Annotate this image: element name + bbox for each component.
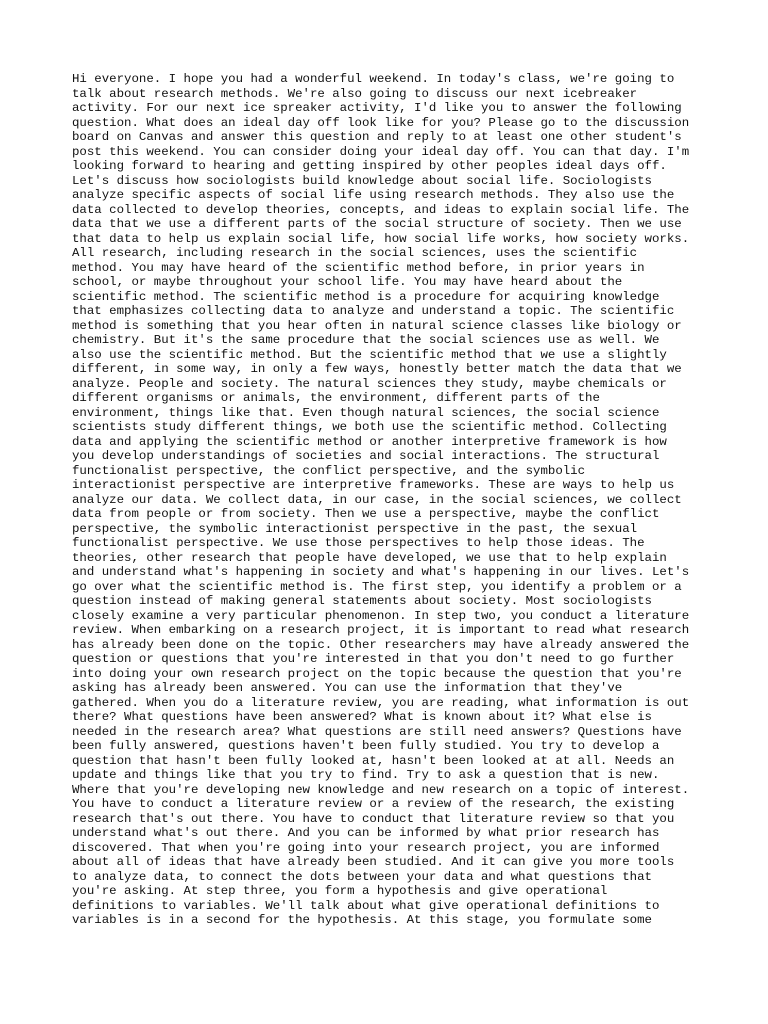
text-line: you develop understandings of societies and social interactions. The structural — [72, 449, 660, 463]
text-line: go over what the scientific method is. The first step, you identify a problem or a — [72, 579, 682, 594]
text-line: needed in the research area? What questions are still need answers? Questions have — [72, 724, 682, 739]
text-line: definitions to variables. We'll talk about what give operational definitions to — [72, 898, 660, 913]
text-line: about all of ideas that have already been studied. And it can give you more tools — [72, 855, 675, 869]
text-line: that data to help us explain social life, how social life works, how society works. — [72, 231, 690, 246]
text-line: post this weekend. You can consider doing your ideal day off. You can that day. I'm — [72, 144, 690, 159]
text-line: you're asking. At step three, you form a hypothesis and give operational — [72, 884, 608, 898]
text-line: research that's out there. You have to conduct that literature review so that you — [72, 811, 675, 826]
text-line: and understand what's happening in society and what's happening in our lives. Let's — [72, 565, 690, 579]
text-line: Hi everyone. I hope you had a wonderful weekend. In today's class, we're going to — [72, 72, 675, 86]
text-line: data and applying the scientific method or another interpretive framework is how — [72, 434, 667, 449]
text-line: activity. For our next ice spreaker activity, I'd like you to answer the following — [72, 101, 682, 115]
text-line: You have to conduct a literature review or a review of the research, the existing — [72, 797, 675, 811]
text-line: looking forward to hearing and getting inspired by other peoples ideal days off. — [72, 159, 667, 173]
text-line: data from people or from society. Then we use a perspective, maybe the conflict — [72, 507, 660, 521]
text-line: method is something that you hear often in natural science classes like biology or — [72, 318, 682, 333]
text-line: analyze specific aspects of social life using research methods. They also use the — [72, 188, 675, 202]
text-line: scientific method. The scientific method is a procedure for acquiring knowledge — [72, 289, 660, 304]
text-line: closely examine a very particular phenomenon. In step two, you conduct a literature — [72, 608, 690, 623]
text-line: talk about research methods. We're also going to discuss our next icebreaker — [72, 86, 638, 101]
text-line: functionalist perspective. We use those perspectives to help those ideas. The — [72, 536, 645, 550]
text-line: Where that you're developing new knowledge and new research on a topic of interest. — [72, 782, 690, 797]
text-line: update and things like that you try to find. Try to ask a question that is new. — [72, 768, 660, 782]
text-line: different organisms or animals, the environment, different parts of the — [72, 391, 600, 405]
text-line: school, or maybe throughout your school life. You may have heard about the — [72, 275, 623, 289]
text-line: method. You may have heard of the scientific method before, in prior years in — [72, 260, 645, 275]
text-line: question or questions that you're interested in that you don't need to go further — [72, 652, 675, 666]
text-line: understand what's out there. And you can be informed by what prior research has — [72, 826, 660, 840]
text-line: gathered. When you do a literature review, you are reading, what information is out — [72, 695, 690, 710]
text-line: question that hasn't been fully looked at, hasn't been looked at at all. Needs an — [72, 753, 675, 768]
text-line: analyze our data. We collect data, in our case, in the social sciences, we collect — [72, 492, 682, 507]
text-line: perspective, the symbolic interactionist perspective in the past, the sexual — [72, 521, 638, 536]
text-line: environment, things like that. Even though natural sciences, the social science — [72, 405, 660, 420]
text-line: interactionist perspective are interpretive frameworks. These are ways to help us — [72, 478, 675, 492]
text-line: been fully answered, questions haven't been fully studied. You try to develop a — [72, 739, 660, 753]
text-line: review. When embarking on a research project, it is important to read what research — [72, 623, 690, 637]
text-line: has already been done on the topic. Other researchers may have already answered the — [72, 637, 690, 652]
text-line: different, in some way, in only a few ways, honestly better match the data that we — [72, 362, 682, 376]
text-line: chemistry. But it's the same procedure that the social sciences use as well. We — [72, 333, 660, 347]
text-line: data collected to develop theories, concepts, and ideas to explain social life. The — [72, 202, 690, 217]
text-line: variables is in a second for the hypothesis. At this stage, you formulate some — [72, 913, 652, 927]
text-line: that emphasizes collecting data to analyze and understand a topic. The scientific — [72, 304, 675, 318]
text-line: All research, including research in the social sciences, uses the scientific — [72, 246, 638, 260]
text-line: question. What does an ideal day off look like for you? Please go to the discussion — [72, 115, 690, 130]
text-line: scientists study different things, we both use the scientific method. Collecting — [72, 420, 667, 434]
text-line: to analyze data, to connect the dots between your data and what questions that — [72, 869, 652, 884]
text-line: also use the scientific method. But the scientific method that we use a slightly — [72, 347, 667, 362]
text-line: discovered. That when you're going into your research project, you are informed — [72, 840, 660, 855]
text-line: there? What questions have been answered? What is known about it? What else is — [72, 710, 652, 724]
text-line: asking has already been answered. You can use the information that they've — [72, 681, 623, 695]
text-line: question instead of making general statements about society. Most sociologists — [72, 594, 652, 608]
transcript-text — [72, 72, 712, 928]
text-line: analyze. People and society. The natural sciences they study, maybe chemicals or — [72, 376, 667, 391]
text-line: theories, other research that people have developed, we use that to help explain — [72, 550, 667, 565]
text-line: Let's discuss how sociologists build knowledge about social life. Sociologists — [72, 173, 652, 188]
text-line: into doing your own research project on the topic because the question that you're — [72, 666, 682, 681]
text-line: board on Canvas and answer this question and reply to at least one other student's — [72, 130, 682, 144]
text-line: functionalist perspective, the conflict perspective, and the symbolic — [72, 463, 586, 478]
text-line: data that we use a different parts of the social structure of society. Then we use — [72, 217, 682, 231]
